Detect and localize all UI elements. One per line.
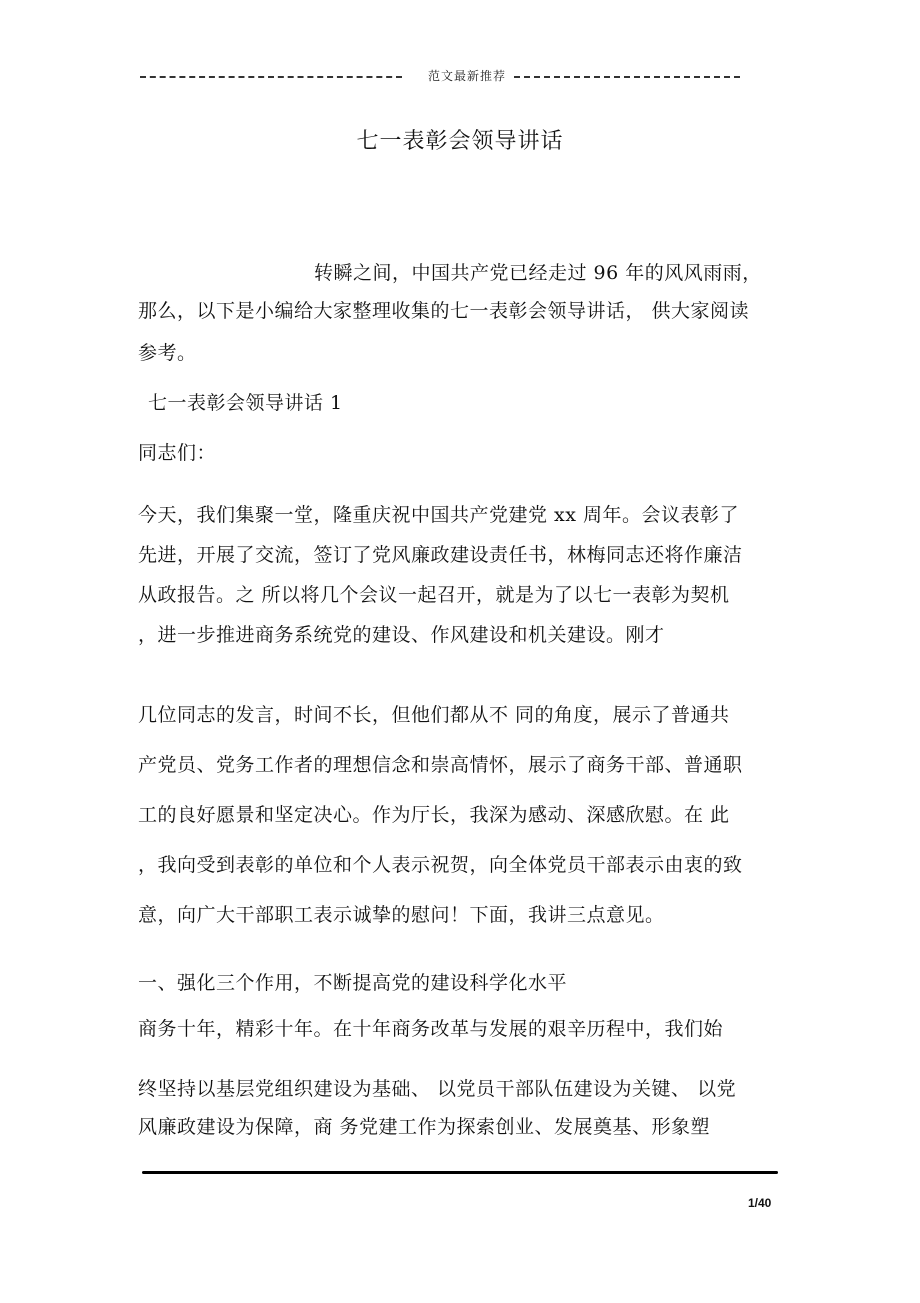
paragraph1-line-1: 今天，我们集聚一堂，隆重庆祝中国共产党建党 xx 周年。会议表彰了 [138,504,740,526]
intro-line-3: 参考。 [138,342,197,364]
intro-line-1: 转瞬之间，中国共产党已经走过 96 年的风风雨雨， [314,262,762,284]
speech-subheading: 七一表彰会领导讲话 1 [148,392,343,414]
header-dashes-right [514,76,740,78]
intro-line-2: 那么，以下是小编给大家整理收集的七一表彰会领导讲话， 供大家阅读 [138,300,750,322]
page-header [140,66,740,88]
paragraph2-line-3: 工的良好愿景和坚定决心。作为厅长，我深为感动、深感欣慰。在 此 [138,804,730,826]
page-number: 1/40 [748,1196,772,1210]
paragraph1-line-3: 从政报告。之 所以将几个会议一起召开，就是为了以七一表彰为契机 [138,584,730,606]
paragraph1-line-4: ，进一步推进商务系统党的建设、作风建设和机关建设。刚才 [138,624,665,646]
paragraph2-line-2: 产党员、党务工作者的理想信念和崇高情怀，展示了商务干部、普通职 [138,754,743,776]
paragraph2-line-1: 几位同志的发言，时间不长，但他们都从不 同的角度，展示了普通共 [138,704,730,726]
paragraph1-line-2: 先进，开展了交流，签订了党风廉政建设责任书，林梅同志还将作廉洁 [138,544,743,566]
paragraph3-line-2: 终坚持以基层党组织建设为基础、 以党员干部队伍建设为关键、 以党 [138,1078,737,1100]
paragraph3-line-3: 风廉政建设为保障，商 务党建工作为探索创业、发展奠基、形象塑 [138,1116,711,1138]
document-title: 七一表彰会领导讲话 [356,129,564,154]
salutation: 同志们： [138,442,217,464]
header-label: 范文最新推荐 [428,69,507,83]
paragraph3-line-1: 商务十年，精彩十年。在十年商务改革与发展的艰辛历程中，我们始 [138,1018,724,1040]
section-heading: 一、强化三个作用，不断提高党的建设科学化水平 [138,972,568,994]
footer-rule [142,1171,778,1174]
paragraph2-line-5: 意，向广大干部职工表示诚挚的慰问！下面，我讲三点意见。 [138,904,665,926]
paragraph2-line-4: ，我向受到表彰的单位和个人表示祝贺，向全体党员干部表示由衷的致 [138,854,743,876]
header-dashes-left [140,76,402,78]
